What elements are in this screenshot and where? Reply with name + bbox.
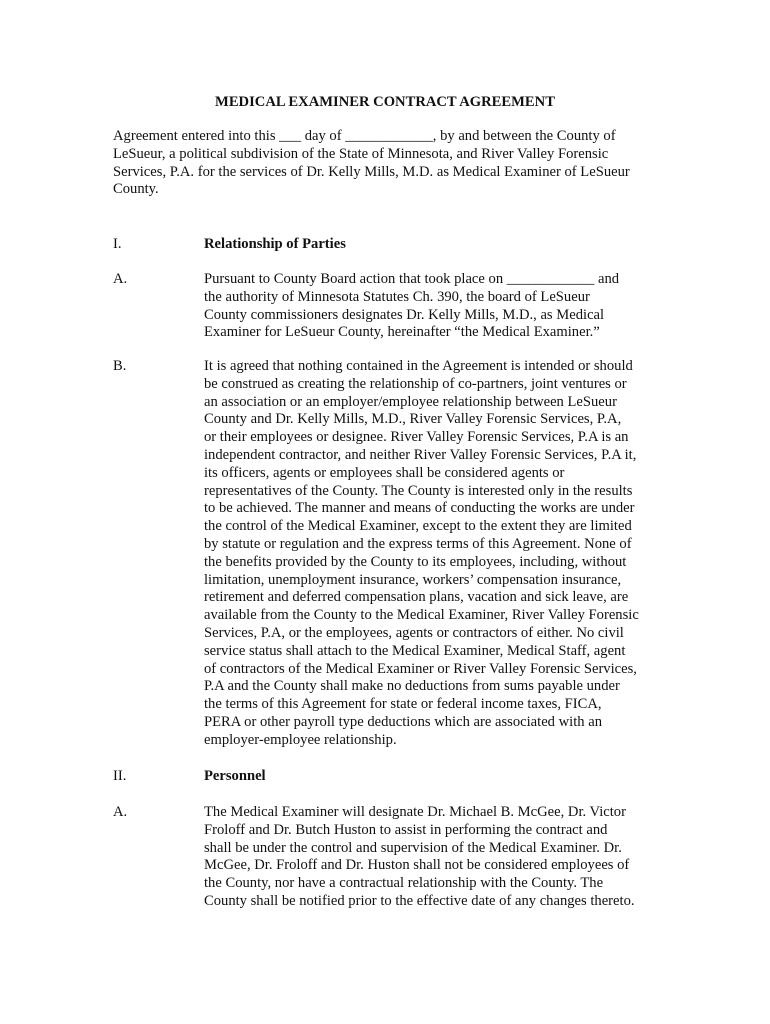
paragraph-line: It is agreed that nothing contained in the Agreement is intended or should bbox=[204, 358, 633, 374]
intro-line: LeSueur, a political subdivision of the State of Minnesota, and River Valley Forensic bbox=[113, 145, 609, 162]
item-paragraph bbox=[204, 804, 664, 911]
section-number: I. bbox=[113, 236, 122, 252]
paragraph-line: limitation, unemployment insurance, workers’ compensation insurance, bbox=[204, 571, 622, 588]
paragraph-line: to be achieved. The manner and means of conducting the works are under bbox=[204, 500, 635, 517]
intro-line: Services, P.A. for the services of Dr. Kelly Mills, M.D. as Medical Examiner of LeSueur bbox=[113, 163, 630, 180]
intro-line: Agreement entered into this ___ day of ____________, by and between the County of bbox=[113, 128, 616, 144]
paragraph-line: P.A and the County shall make no deductions from sums payable under bbox=[204, 678, 620, 695]
paragraph-line: employer-employee relationship. bbox=[204, 731, 397, 748]
paragraph-line: independent contractor, and neither River Valley Forensic Services, P.A it, bbox=[204, 446, 637, 463]
paragraph-line: or their employees or designee. River Valley Forensic Services, P.A is an bbox=[204, 429, 629, 446]
intro-line: County. bbox=[113, 181, 159, 198]
paragraph-line: McGee, Dr. Froloff and Dr. Huston shall not be considered employees of bbox=[204, 857, 630, 874]
paragraph-line: the County, nor have a contractual relationship with the County. The bbox=[204, 875, 604, 892]
paragraph-line: County and Dr. Kelly Mills, M.D., River Valley Forensic Services, P.A, bbox=[204, 411, 622, 428]
paragraph-line: the terms of this Agreement for state or federal income taxes, FICA, bbox=[204, 696, 602, 713]
intro-paragraph bbox=[113, 128, 658, 199]
paragraph-line: PERA or other payroll type deductions which are associated with an bbox=[204, 713, 602, 730]
item-paragraph bbox=[204, 271, 664, 342]
paragraph-line: Froloff and Dr. Butch Huston to assist in performing the contract and bbox=[204, 821, 608, 838]
paragraph-line: an association or an employer/employee relationship between LeSueur bbox=[204, 393, 617, 410]
paragraph-line: The Medical Examiner will designate Dr. Michael B. McGee, Dr. Victor bbox=[204, 804, 626, 820]
paragraph-line: shall be under the control and supervision of the Medical Examiner. Dr. bbox=[204, 839, 622, 856]
paragraph-line: be construed as creating the relationship of co-partners, joint ventures or bbox=[204, 375, 627, 392]
section-number: II. bbox=[113, 768, 127, 784]
item-letter: A. bbox=[113, 804, 128, 820]
paragraph-line: retirement and deferred compensation plans, vacation and sick leave, are bbox=[204, 589, 629, 606]
paragraph-line: County commissioners designates Dr. Kelly Mills, M.D., as Medical bbox=[204, 306, 605, 323]
paragraph-line: service status shall attach to the Medical Examiner, Medical Staff, agent bbox=[204, 642, 626, 659]
item-paragraph bbox=[204, 358, 664, 750]
paragraph-line: the benefits provided by the County to its employees, including, without bbox=[204, 553, 627, 570]
paragraph-line: representatives of the County. The County is interested only in the results bbox=[204, 482, 633, 499]
paragraph-line: available from the County to the Medical Examiner, River Valley Forensic bbox=[204, 607, 639, 624]
section-title: Relationship of Parties bbox=[204, 236, 346, 252]
section-title: Personnel bbox=[204, 768, 266, 784]
paragraph-line: County shall be notified prior to the effective date of any changes thereto. bbox=[204, 892, 635, 909]
paragraph-line: by statute or regulation and the express terms of this Agreement. None of bbox=[204, 535, 632, 552]
paragraph-line: of contractors of the Medical Examiner or River Valley Forensic Services, bbox=[204, 660, 637, 677]
item-letter: A. bbox=[113, 271, 128, 287]
paragraph-line: Pursuant to County Board action that took place on ____________ and bbox=[204, 271, 620, 287]
item-letter: B. bbox=[113, 358, 127, 374]
paragraph-line: its officers, agents or employees shall be considered agents or bbox=[204, 464, 565, 481]
paragraph-line: the authority of Minnesota Statutes Ch. 390, the board of LeSueur bbox=[204, 288, 590, 305]
paragraph-line: Services, P.A, or the employees, agents or contractors of either. No civil bbox=[204, 624, 624, 641]
paragraph-line: Examiner for LeSueur County, hereinafter “the Medical Examiner.” bbox=[204, 324, 600, 341]
paragraph-line: the control of the Medical Examiner, except to the extent they are limited bbox=[204, 518, 632, 535]
document-title: MEDICAL EXAMINER CONTRACT AGREEMENT bbox=[215, 94, 555, 110]
